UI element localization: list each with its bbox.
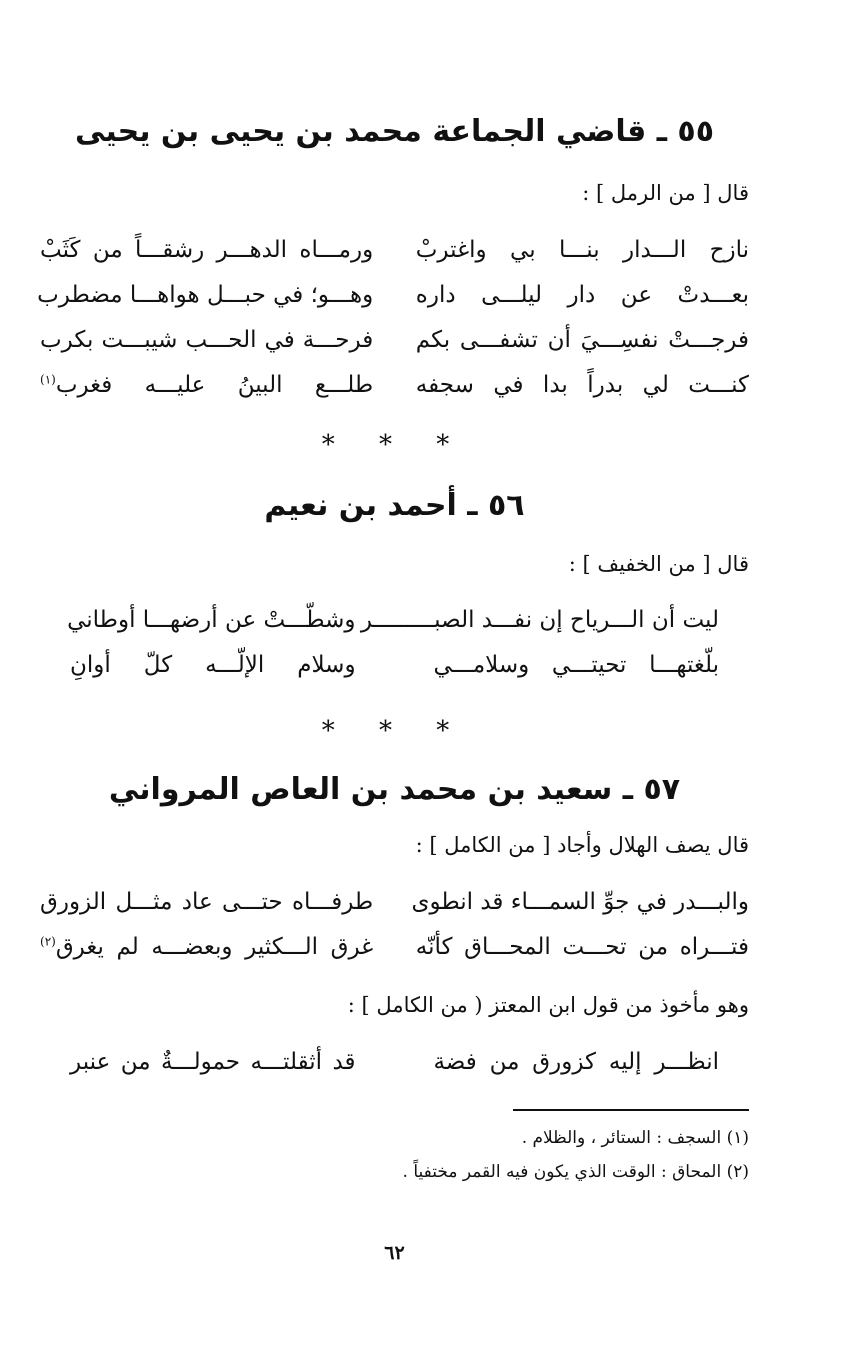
verse-line bbox=[67, 598, 719, 643]
verse-line bbox=[70, 643, 719, 688]
verse-second-hemistich: فرحـــة في الحـــب شيبـــت بكرب bbox=[40, 327, 374, 353]
verse-first-hemistich: بلّغتهـــا تحيتـــي وسلامـــي bbox=[433, 652, 719, 678]
verse-second-hemistich: طرفـــاه حتـــى عاد مثـــل الزورق bbox=[40, 889, 374, 915]
poem bbox=[37, 228, 749, 408]
footnote-reference: (٢) bbox=[40, 934, 56, 949]
verse-line bbox=[70, 1040, 719, 1085]
footnote: (١) السجف : الستائر ، والظلام . bbox=[521, 1128, 749, 1148]
verse-line bbox=[40, 363, 749, 408]
verse-line bbox=[40, 228, 749, 273]
verse-first-hemistich: والبـــدر في جوِّ السمـــاء قد انطوى bbox=[411, 889, 749, 915]
footnote: (٢) المحاق : الوقت الذي يكون فيه القمر مختفياً . bbox=[402, 1162, 749, 1182]
section-separator: * * * bbox=[321, 430, 468, 460]
section-title: ٥٥ ـ قاضي الجماعة محمد بن يحيى بن يحيى bbox=[74, 114, 715, 149]
verse-first-hemistich: كنـــت لي بدراً بدا في سجفه bbox=[415, 372, 749, 398]
poem bbox=[40, 880, 749, 970]
footnote-reference: (١) bbox=[40, 372, 56, 387]
verse-first-hemistich: انظـــر إليه كزورق من فضة bbox=[433, 1049, 719, 1075]
poem bbox=[70, 1040, 719, 1085]
verse-second-hemistich: وشطّـــتْ عن أرضهـــا أوطاني bbox=[67, 607, 356, 633]
verse-second-hemistich bbox=[40, 363, 373, 408]
verse-first-hemistich: نازح الـــدار بنـــا بي واغتربْ bbox=[415, 237, 749, 263]
verse-first-hemistich: فتـــراه من تحـــت المحـــاق كأنّه bbox=[415, 934, 749, 960]
book-page bbox=[37, 0, 749, 1363]
verse-second-hemistich: قد أثقلتـــه حمولـــةٌ من عنبر bbox=[70, 1049, 356, 1075]
verse-second-hemistich-text: طلـــع البينُ عليـــه فغرب bbox=[55, 372, 374, 398]
verse-second-hemistich: ورمـــاه الدهـــر رشقـــاً من كَثَبْ bbox=[40, 237, 374, 263]
poem bbox=[67, 598, 719, 688]
section-title: ٥٦ ـ أحمد بن نعيم bbox=[264, 488, 525, 523]
section-intro: قال [ من الخفيف ] : bbox=[568, 552, 749, 576]
verse-second-hemistich-text: غرق الـــكثير وبعضـــه لم يغرق bbox=[55, 934, 374, 960]
quotation-intro: وهو مأخوذ من قول ابن المعتز ( من الكامل ] : bbox=[347, 993, 749, 1017]
verse-second-hemistich: وهـــو؛ في حبـــل هواهـــا مضطرب bbox=[37, 282, 374, 308]
verse-second-hemistich: وسلام الإلّـــه كلّ أوانِ bbox=[70, 652, 356, 678]
verse-second-hemistich bbox=[40, 925, 373, 970]
verse-line bbox=[40, 925, 749, 970]
section-separator: * * * bbox=[321, 716, 468, 746]
verse-first-hemistich: فرجـــتْ نفسِـــيَ أن تشفـــى بكم bbox=[415, 327, 749, 353]
page-number: ٦٢ bbox=[384, 1242, 405, 1264]
section-title: ٥٧ ـ سعيد بن محمد بن العاص المرواني bbox=[108, 772, 681, 807]
verse-first-hemistich: بعـــدتْ عن دار ليلـــى داره bbox=[415, 282, 749, 308]
verse-line bbox=[40, 318, 749, 363]
verse-line bbox=[37, 273, 749, 318]
verse-first-hemistich: ليت أن الـــرياح إن نفـــد الصبـــــــــر bbox=[360, 607, 719, 633]
verse-line bbox=[40, 880, 749, 925]
footnote-divider bbox=[513, 1109, 749, 1111]
section-intro: قال يصف الهلال وأجاد [ من الكامل ] : bbox=[415, 833, 749, 857]
section-intro: قال [ من الرمل ] : bbox=[582, 181, 749, 205]
